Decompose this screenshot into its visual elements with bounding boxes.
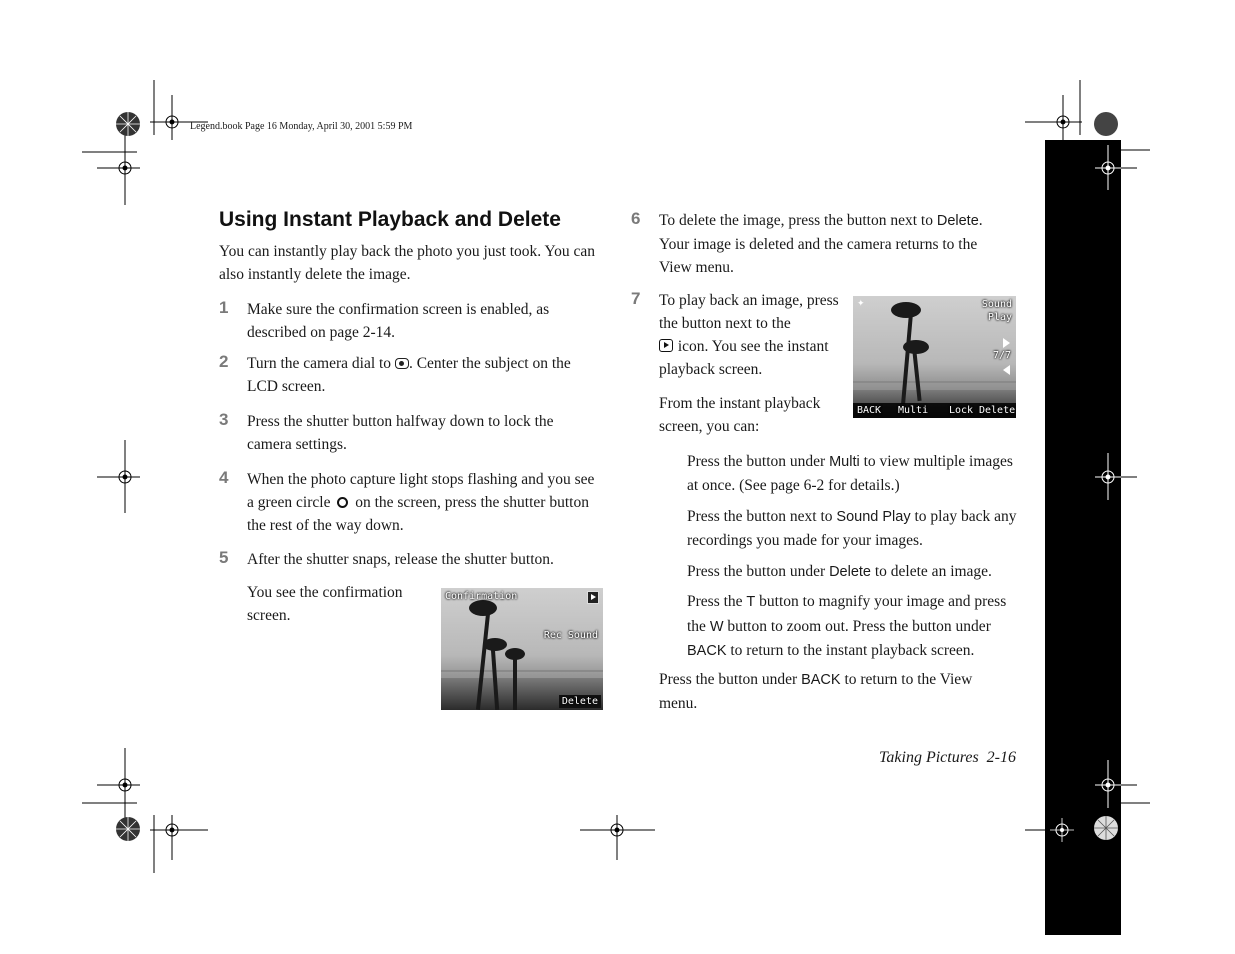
step-text xyxy=(247,352,597,398)
lcd-prev-arrow-icon xyxy=(1003,365,1010,375)
step-text-after: icon. You see the instant playback screen. xyxy=(659,338,829,378)
step-text xyxy=(659,209,1009,279)
option-delete xyxy=(687,560,1017,584)
camera-dial-icon xyxy=(395,358,409,369)
step-number: 2 xyxy=(219,352,229,371)
lcd-confirmation-title: Confirmation xyxy=(445,591,518,602)
green-circle-icon xyxy=(337,497,348,508)
step-text-after: . Your image is deleted and the camera returns to the View menu. xyxy=(659,212,983,276)
play-arrow-icon xyxy=(587,591,599,604)
option-text: to delete an image. xyxy=(871,563,992,580)
keyword-sound-play: Sound Play xyxy=(836,509,911,525)
step-text-before: When the photo capture light stops flashing and you see a green circle xyxy=(247,471,595,511)
step-text: After the shutter snaps, release the shutter button. xyxy=(247,551,554,568)
option-text: Press the xyxy=(687,593,747,610)
keyword-multi: Multi xyxy=(829,454,860,470)
closing-text-before: Press the button under xyxy=(659,671,802,688)
keyword-delete: Delete xyxy=(936,213,979,229)
lcd-rec-sound: Rec Sound xyxy=(543,630,598,641)
step-text-before: Turn the camera dial to xyxy=(247,355,395,372)
step-number: 3 xyxy=(219,410,229,429)
lcd-counter: 7/7 xyxy=(992,350,1011,361)
footer-page: 2-16 xyxy=(986,749,1016,766)
lcd-delete: Delete xyxy=(561,696,598,707)
step-text xyxy=(659,289,847,381)
step-number: 4 xyxy=(219,468,229,487)
lcd-multi: Multi xyxy=(898,405,929,416)
keyword-back: BACK xyxy=(801,672,841,688)
option-text: button to magnify your image and press the xyxy=(687,593,1007,635)
footer-section: Taking Pictures xyxy=(878,749,979,766)
option-text: Press the button under xyxy=(687,563,830,580)
lcd-play: Play xyxy=(987,312,1012,323)
lcd-flash-icon: ✦ xyxy=(857,299,865,309)
lcd-next-arrow-icon xyxy=(1003,338,1010,348)
option-text: to play back any recordings you made for your images. xyxy=(687,508,1017,549)
option-text: button to zoom out. Press the button under xyxy=(723,617,991,635)
option-text: Press the button under xyxy=(687,453,830,470)
option-zoom xyxy=(687,590,1017,664)
keyword-back: BACK xyxy=(687,643,727,659)
closing-text-after: to return to the View menu. xyxy=(659,671,973,712)
step-number: 1 xyxy=(219,298,229,317)
option-text: Press the button next to xyxy=(687,508,837,525)
step-text: Press the shutter button halfway down to lock the camera settings. xyxy=(247,413,554,453)
option-text: to return to the instant playback screen. xyxy=(726,642,975,659)
option-multi xyxy=(687,450,1017,497)
step-text-before: To delete the image, press the button next to xyxy=(659,212,937,229)
printer-marks-on-tab xyxy=(1045,140,1235,940)
option-text: to view multiple images at once. (See page 6-2 for details.) xyxy=(687,453,1013,494)
step-text: Make sure the confirmation screen is enabled, as described on page 2-14. xyxy=(247,301,550,341)
step-5-followup: You see the confirmation screen. xyxy=(247,584,403,624)
lcd-lock: Lock xyxy=(949,405,974,416)
option-sound-play xyxy=(687,505,1017,552)
confirmation-screen-image xyxy=(441,588,603,710)
from-playback-text: From the instant playback screen, you can: xyxy=(659,395,821,435)
section-intro: You can instantly play back the photo you just took. You can also instantly delete the image. xyxy=(219,243,596,283)
section-title: Using Instant Playback and Delete xyxy=(219,208,561,231)
step-text-after: on the screen, press the shutter button the rest of the way down. xyxy=(247,494,589,534)
step-number: 6 xyxy=(631,209,641,228)
closing-text xyxy=(659,668,1004,715)
keyword-w: W xyxy=(709,618,724,635)
step-number: 5 xyxy=(219,548,229,567)
playback-icon xyxy=(659,339,673,352)
step-text-before: To play back an image, press the button next to the xyxy=(659,292,839,332)
keyword-t: T xyxy=(746,594,756,610)
keyword-delete: Delete xyxy=(829,564,871,580)
step-number: 7 xyxy=(631,289,641,308)
step-text-after: . Center the subject on the LCD screen. xyxy=(247,355,571,395)
playback-screen-image xyxy=(853,296,1016,418)
lcd-sound: Sound xyxy=(981,299,1012,310)
step-text xyxy=(247,468,604,537)
page-footer xyxy=(879,749,1016,767)
lcd-back: BACK xyxy=(857,405,882,416)
book-header: Legend.book Page 16 Monday, April 30, 2001 5:59 PM xyxy=(190,121,413,132)
lcd-delete: Delete xyxy=(979,405,1016,416)
